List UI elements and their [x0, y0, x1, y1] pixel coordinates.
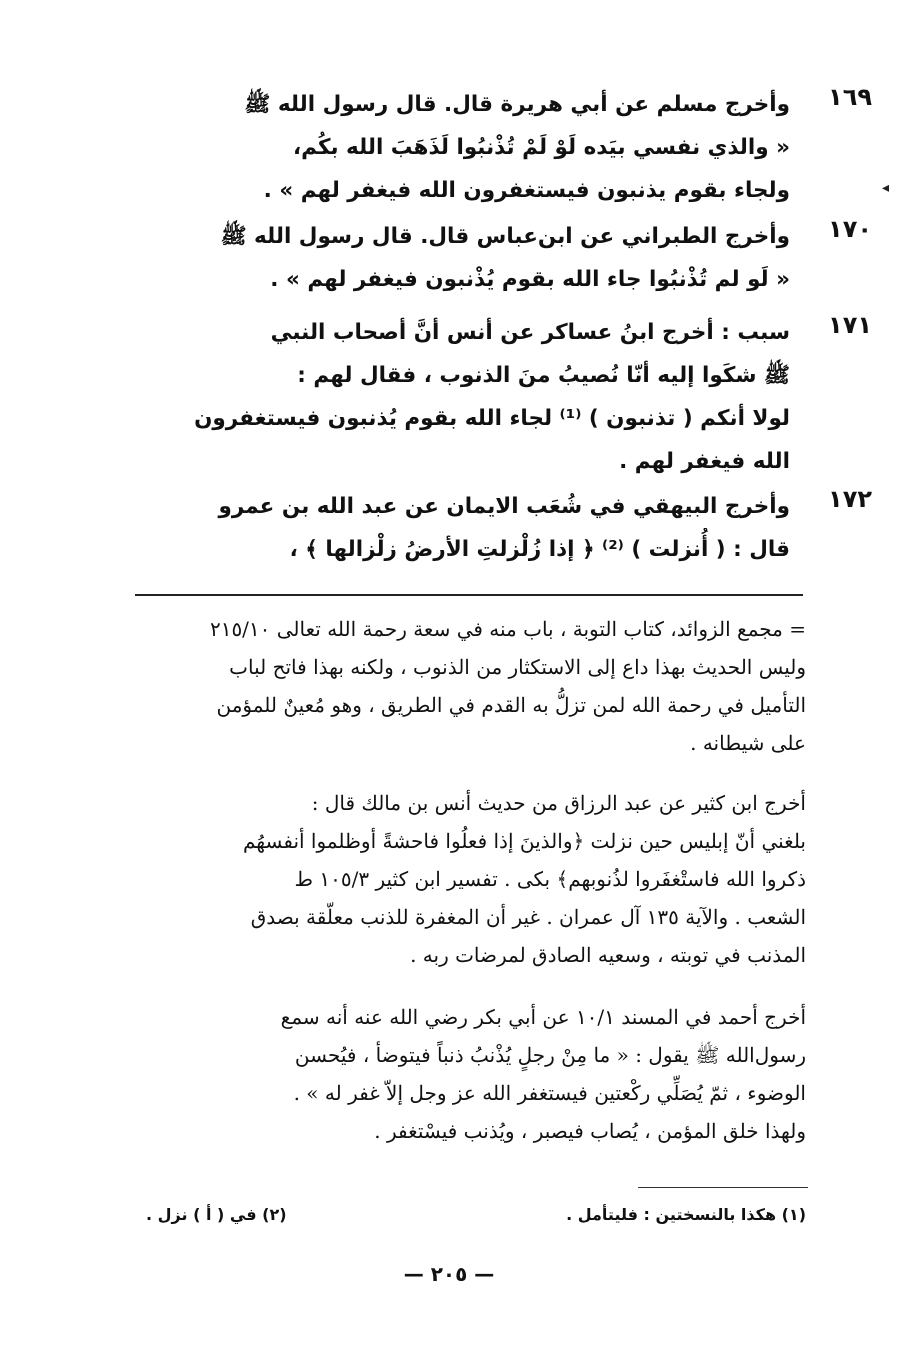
entry-number: ١٧١ — [828, 311, 872, 339]
note-line: رسول‌الله ﷺ يقول : « ما مِنْ رجلٍ يُذْنبُ ذنباً فيتوضأ ، فيُحسن — [294, 1043, 806, 1067]
footnotes — [146, 1205, 806, 1224]
hadith-entry — [180, 215, 872, 301]
note-paragraph — [126, 784, 806, 974]
text-line: ولجاء بقوم يذنبون فيستغفرون الله فيغفر لهم » . — [263, 178, 790, 203]
entry-text — [180, 311, 790, 483]
note-paragraph — [126, 998, 806, 1150]
page-number: — ٢٠٥ — — [403, 1262, 495, 1286]
note-line: أخرج ابن كثير عن عبد الرزاق من حديث أنس بن مالك قال : — [311, 791, 806, 815]
entry-text — [180, 215, 790, 301]
entry-number: ١٦٩ — [828, 83, 872, 111]
note-line: ولهذا خلق المؤمن ، يُصاب فيصبر ، ويُذنب فيسْتغفر . — [374, 1119, 806, 1143]
text-line: « والذي نفسي بيَده لَوْ لَمْ تُذْنبُوا لَذَهَبَ الله بكُم، — [292, 135, 790, 160]
footnote-divider — [638, 1187, 808, 1188]
note-line: الوضوء ، ثمّ يُصَلِّي ركْعتين فيستغفر الله عز وجل إلاّ غفر له » . — [293, 1081, 806, 1105]
text-line: سبب : أخرج ابنُ عساكر عن أنس أنَّ أصحاب النبي — [270, 320, 790, 345]
note-line: على شيطانه . — [690, 731, 806, 755]
margin-arrow-icon: ◂ — [882, 180, 890, 196]
hadith-entry — [180, 311, 872, 483]
note-line: الشعب . والآية ١٣٥ آل عمران . غير أن المغفرة للذنب معلّقة بصدق — [250, 905, 806, 929]
note-paragraph — [126, 610, 806, 762]
text-line: ﷺ شكَوا إليه أنّا نُصيبُ منَ الذنوب ، فقال لهم : — [297, 363, 790, 388]
note-line: وليس الحديث بهذا داع إلى الاستكثار من الذنوب ، ولكنه بهذا فاتح لباب — [229, 655, 806, 679]
entry-text — [180, 485, 790, 571]
text-line: قال : ( أُنزلت ) ⁽²⁾ ﴿ إذا زُلْزلتِ الأرضُ زلْزالها ﴾ ، — [289, 537, 790, 562]
text-line: « لَو لم تُذْنبُوا جاء الله بقوم يُذْنبون فيغفر لهم » . — [270, 267, 790, 292]
footnote-2: (٢) في ( أ ) نزل . — [146, 1205, 287, 1224]
text-line: وأخرج الطبراني عن ابن‌عباس قال. قال رسول الله ﷺ — [220, 224, 790, 249]
text-line: وأخرج مسلم عن أبي هريرة قال. قال رسول الله ﷺ — [244, 92, 790, 117]
footnote-1: (١) هكذا بالنسختين : فليتأمل . — [566, 1205, 806, 1224]
note-line: = مجمع الزوائد، كتاب التوبة ، باب منه في سعة رحمة الله تعالى ٢١٥/١٠ — [209, 617, 806, 641]
note-line: بلغني أنّ إبليس حين نزلت ﴿والذينَ إذا فعلُوا فاحشةً أوظلموا أنفسهُم — [242, 829, 806, 853]
text-line: وأخرج البيهقي في شُعَب الايمان عن عبد الله بن عمرو — [218, 494, 790, 519]
main-divider — [135, 594, 803, 596]
note-line: المذنب في توبته ، وسعيه الصادق لمرضات ربه . — [410, 943, 806, 967]
text-line: لولا أنكم ( تذنبون ) ⁽¹⁾ لجاء الله بقوم يُذنبون فيستغفرون — [194, 406, 790, 431]
hadith-entry — [180, 485, 872, 571]
entry-text — [180, 83, 790, 212]
entry-number: ١٧٢ — [828, 485, 872, 513]
note-line: التأميل في رحمة الله لمن تزلُّ به القدم في الطريق ، وهو مُعينٌ للمؤمن — [216, 693, 806, 717]
note-line: ذكروا الله فاستْغفَروا لذُنوبهم﴾ بكى . تفسير ابن كثير ١٠٥/٣ ط — [294, 867, 806, 891]
text-line: الله فيغفر لهم . — [619, 449, 790, 474]
hadith-entry — [180, 83, 872, 212]
note-line: أخرج أحمد في المسند ١٠/١ عن أبي بكر رضي الله عنه أنه سمع — [280, 1005, 806, 1029]
entry-number: ١٧٠ — [828, 215, 872, 243]
